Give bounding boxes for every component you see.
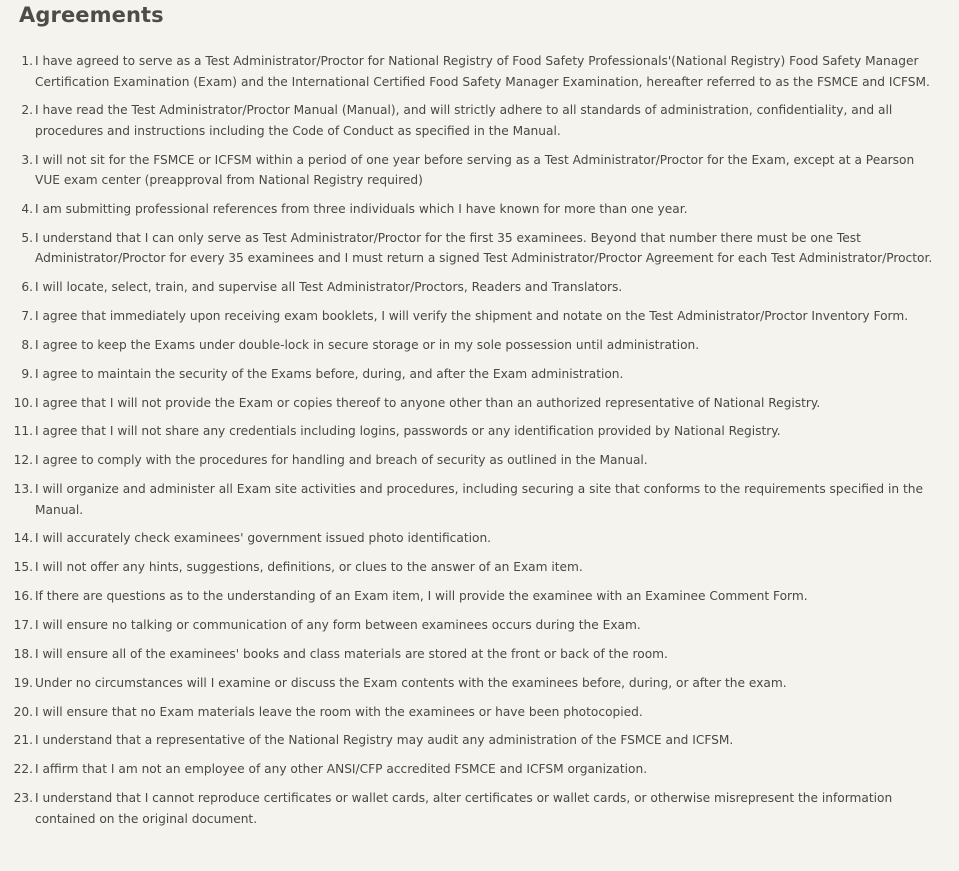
agreement-item: [0, 615, 941, 636]
agreement-item: [0, 479, 941, 520]
agreement-number: 12.: [13, 453, 33, 468]
agreement-text: I will locate, select, train, and supervise all Test Administrator/Proctors, Readers and Translators.: [35, 280, 623, 295]
agreement-text: I agree that immediately upon receiving exam booklets, I will verify the shipment and notate on the Test Administrator/Proctor Inventory Form.: [35, 309, 909, 324]
agreement-item: [0, 51, 941, 92]
agreement-number: 9.: [21, 366, 33, 381]
agreement-item: [0, 557, 941, 578]
agreement-item: [0, 335, 941, 356]
agreement-number: 2.: [21, 103, 33, 118]
agreement-text: I understand that I cannot reproduce certificates or wallet cards, alter certificates or wallet cards, or otherwise misrepresent the information contained on the original document.: [35, 791, 893, 826]
agreement-item: [0, 759, 941, 780]
agreement-number: 17.: [13, 618, 33, 632]
agreement-text: I will organize and administer all Exam site activities and procedures, including securing a site that conforms to the requirements specified in the Manual.: [35, 482, 923, 517]
agreement-number: 16.: [13, 589, 33, 604]
agreement-item: [0, 528, 941, 549]
agreement-number: 3.: [21, 152, 33, 167]
agreement-item: [0, 100, 941, 141]
agreement-number: 23.: [13, 791, 33, 806]
agreement-number: 10.: [13, 395, 33, 410]
agreement-text: I will not offer any hints, suggestions, definitions, or clues to the answer of an Exam item.: [35, 560, 583, 575]
agreement-number: 7.: [21, 309, 33, 324]
agreement-text: I will accurately check examinees' government issued photo identification.: [35, 531, 492, 546]
agreement-number: 14.: [13, 531, 33, 546]
agreement-text: Under no circumstances will I examine or discuss the Exam contents with the examinees before, during, or after the exam.: [35, 675, 787, 690]
agreement-text: I understand that I can only serve as Test Administrator/Proctor for the first 35 examinees. Beyond that number there must be one Test Administrator/Proctor for every 35 examinees and I must return a signed Test Administrator/Proctor Agreement for each Test Administrator/Proctor.: [35, 230, 933, 266]
agreement-number: 1.: [21, 54, 33, 68]
agreement-item: [0, 730, 941, 751]
agreement-list: [0, 33, 941, 829]
agreement-text: I will ensure all of the examinees' books and class materials are stored at the front or back of the room.: [35, 646, 668, 661]
agreement-text: I affirm that I am not an employee of any other ANSI/CFP accredited FSMCE and ICFSM organization.: [35, 762, 648, 777]
agreement-item: [0, 644, 941, 665]
agreement-text: I agree to maintain the security of the Exams before, during, and after the Exam administration.: [35, 366, 624, 381]
agreement-text: I have agreed to serve as a Test Administrator/Proctor for National Registry of Food Safety Professionals'(National Registry) Food Safety Manager Certification Examination (Exam) and the International Certified Food Safety Manager Examination, hereafter referred to as the FSMCE and ICFSM.: [35, 54, 930, 89]
page-title: Agreements: [19, 3, 164, 27]
agreement-item: [0, 702, 941, 723]
agreement-number: 18.: [13, 646, 33, 661]
agreement-number: 6.: [21, 280, 33, 295]
agreement-number: 21.: [13, 733, 33, 748]
agreement-number: 4.: [21, 202, 33, 217]
agreement-number: 5.: [21, 230, 33, 245]
agreement-number: 11.: [13, 424, 33, 439]
agreement-text: I agree that I will not provide the Exam or copies thereof to anyone other than an authorized representative of National Registry.: [35, 395, 821, 410]
agreement-text: I will ensure no talking or communication of any form between examinees occurs during the Exam.: [35, 618, 641, 632]
agreement-text: If there are questions as to the understanding of an Exam item, I will provide the examinee with an Examinee Comment Form.: [35, 589, 808, 604]
agreement-item: [0, 421, 941, 442]
agreement-item: [0, 306, 941, 327]
agreement-number: 22.: [13, 762, 33, 777]
agreement-text: I will ensure that no Exam materials leave the room with the examinees or have been photocopied.: [35, 704, 643, 719]
agreement-text: I have read the Test Administrator/Proctor Manual (Manual), and will strictly adhere to all standards of administration, confidentiality, and all procedures and instructions including the Code of Conduct as specified in the Manual.: [35, 103, 893, 138]
agreement-item: [0, 393, 941, 414]
agreement-text: I understand that a representative of the National Registry may audit any administration of the FSMCE and ICFSM.: [35, 733, 734, 748]
agreement-number: 15.: [13, 560, 33, 575]
agreement-item: [0, 788, 941, 829]
agreement-text: I agree that I will not share any credentials including logins, passwords or any identification provided by National Registry.: [35, 424, 781, 439]
agreement-item: [0, 199, 941, 220]
agreement-number: 19.: [13, 675, 33, 690]
agreement-number: 8.: [21, 337, 33, 352]
agreement-item: [0, 228, 941, 269]
agreement-text: I agree to keep the Exams under double-lock in secure storage or in my sole possession until administration.: [35, 337, 700, 352]
agreement-text: I am submitting professional references from three individuals which I have known for more than one year.: [35, 202, 688, 217]
agreement-text: I will not sit for the FSMCE or ICFSM within a period of one year before serving as a Test Administrator/Proctor for the Exam, except at a Pearson VUE exam center (preapproval from National Registry required): [35, 152, 915, 188]
agreement-item: [0, 277, 941, 298]
agreement-text: I agree to comply with the procedures for handling and breach of security as outlined in the Manual.: [35, 453, 648, 468]
agreement-item: [0, 150, 941, 191]
agreement-item: [0, 673, 941, 694]
agreement-number: 13.: [13, 482, 33, 497]
agreement-item: [0, 364, 941, 385]
agreement-item: [0, 450, 941, 471]
agreement-item: [0, 586, 941, 607]
agreement-number: 20.: [13, 704, 33, 719]
